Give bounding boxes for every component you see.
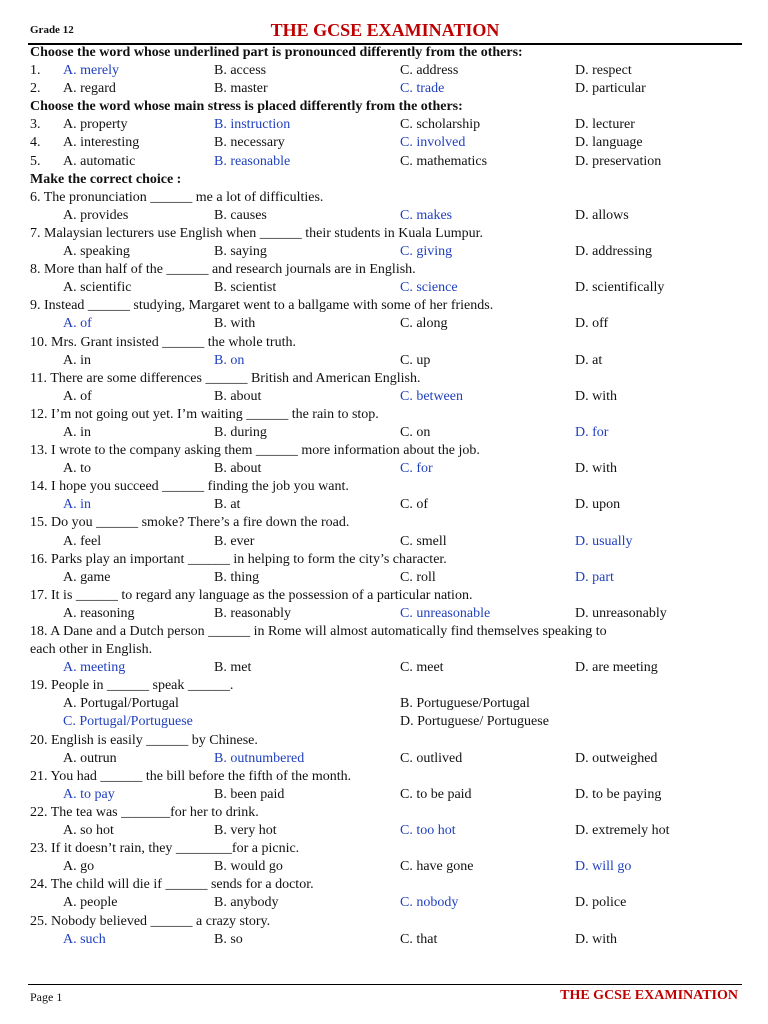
option-b: B. ever xyxy=(214,533,255,549)
question-text: 6. The pronunciation ______ me a lot of difficulties. xyxy=(30,189,324,205)
question-text: each other in English. xyxy=(30,642,153,658)
question-stem xyxy=(28,297,744,315)
question-text: 11. There are some differences ______ British and American English. xyxy=(30,370,421,386)
question-stem xyxy=(28,587,744,605)
footer-divider xyxy=(28,984,742,985)
option-b: B. about xyxy=(214,388,262,404)
option-a: A. of xyxy=(63,388,92,404)
option-d: D. extremely hot xyxy=(575,823,670,839)
question-stem xyxy=(28,641,744,659)
option-b: B. would go xyxy=(214,859,283,875)
option-d: D. at xyxy=(575,352,603,368)
option-d: D. off xyxy=(575,316,609,332)
option-d: D. part xyxy=(575,569,614,585)
option-d: D. respect xyxy=(575,63,632,79)
question-number: 4. xyxy=(30,135,41,151)
option-d: D. with xyxy=(575,931,617,947)
question-text: 22. The tea was _______for her to drink. xyxy=(30,804,259,820)
question-stem xyxy=(28,406,744,424)
section-heading-text: Choose the word whose underlined part is pronounced differently from the others: xyxy=(30,45,523,60)
grade-label: Grade 12 xyxy=(30,24,74,36)
question-stem xyxy=(28,442,744,460)
option-c: C. nobody xyxy=(400,895,459,911)
option-right: D. Portuguese/ Portuguese xyxy=(400,714,549,730)
question-text: 23. If it doesn’t rain, they ________for a picnic. xyxy=(30,841,300,857)
option-c: C. roll xyxy=(400,569,436,585)
option-a: A. outrun xyxy=(63,750,117,766)
question-text: 8. More than half of the ______ and research journals are in English. xyxy=(30,262,416,278)
option-d: D. will go xyxy=(575,859,632,875)
option-d: D. are meeting xyxy=(575,660,658,676)
question-options xyxy=(28,695,744,713)
question-options xyxy=(28,116,744,134)
option-a: A. such xyxy=(63,931,106,947)
question-options xyxy=(28,858,744,876)
question-text: 13. I wrote to the company asking them ______ more information about the job. xyxy=(30,443,480,459)
option-d: D. preservation xyxy=(575,153,662,169)
question-options xyxy=(28,822,744,840)
option-b: B. necessary xyxy=(214,135,285,151)
question-options xyxy=(28,207,744,225)
option-b: B. outnumbered xyxy=(214,750,305,766)
option-a: A. of xyxy=(63,316,92,332)
option-c: C. makes xyxy=(400,207,453,223)
question-stem xyxy=(28,768,744,786)
option-c: C. of xyxy=(400,497,428,513)
option-d: D. usually xyxy=(575,533,633,549)
question-options xyxy=(28,569,744,587)
option-a: A. in xyxy=(63,497,91,513)
option-b: B. on xyxy=(214,352,245,368)
section-heading-text: Choose the word whose main stress is placed differently from the others: xyxy=(30,99,463,115)
question-stem xyxy=(28,334,744,352)
option-a: A. speaking xyxy=(63,244,130,260)
option-c: C. smell xyxy=(400,533,447,549)
option-b: B. saying xyxy=(214,244,267,260)
question-options xyxy=(28,659,744,677)
option-left: C. Portugal/Portuguese xyxy=(63,714,193,730)
option-d: D. allows xyxy=(575,207,629,223)
option-c: C. up xyxy=(400,352,431,368)
option-c: C. too hot xyxy=(400,823,456,839)
option-a: A. meeting xyxy=(63,660,126,676)
question-list xyxy=(28,44,744,949)
question-stem xyxy=(28,478,744,496)
option-c: C. outlived xyxy=(400,750,463,766)
option-a: A. go xyxy=(63,859,95,875)
question-number: 1. xyxy=(30,63,41,79)
question-options xyxy=(28,786,744,804)
option-d: D. outweighed xyxy=(575,750,658,766)
option-b: B. anybody xyxy=(214,895,279,911)
question-options xyxy=(28,605,744,623)
option-a: A. merely xyxy=(63,63,119,79)
option-b: B. been paid xyxy=(214,786,285,802)
question-text: 21. You had ______ the bill before the fifth of the month. xyxy=(30,768,352,784)
question-stem xyxy=(28,677,744,695)
option-b: B. at xyxy=(214,497,241,513)
section-heading-text: Make the correct choice : xyxy=(30,171,182,187)
section-heading xyxy=(28,171,744,189)
question-text: 7. Malaysian lecturers use English when ______ their students in Kuala Lumpur. xyxy=(30,225,483,241)
option-a: A. regard xyxy=(63,81,116,97)
option-b: B. reasonably xyxy=(214,605,291,621)
question-number: 2. xyxy=(30,81,41,97)
question-text: 10. Mrs. Grant insisted ______ the whole truth. xyxy=(30,334,296,350)
option-c: C. along xyxy=(400,316,448,332)
question-options xyxy=(28,279,744,297)
option-b: B. so xyxy=(214,931,243,947)
question-stem xyxy=(28,370,744,388)
question-options xyxy=(28,153,744,171)
question-text: 12. I’m not going out yet. I’m waiting ______ the rain to stop. xyxy=(30,406,379,422)
option-b: B. master xyxy=(214,81,268,97)
option-b: B. instruction xyxy=(214,117,291,133)
option-a: A. game xyxy=(63,569,111,585)
option-d: D. particular xyxy=(575,81,646,97)
question-options xyxy=(28,460,744,478)
option-left: A. Portugal/Portugal xyxy=(63,696,179,712)
option-b: B. thing xyxy=(214,569,260,585)
question-options xyxy=(28,134,744,152)
option-d: D. to be paying xyxy=(575,786,662,802)
question-stem xyxy=(28,551,744,569)
page-header xyxy=(30,20,740,42)
option-c: C. between xyxy=(400,388,463,404)
question-options xyxy=(28,894,744,912)
question-stem xyxy=(28,913,744,931)
option-a: A. automatic xyxy=(63,153,136,169)
option-c: C. that xyxy=(400,931,438,947)
option-c: C. trade xyxy=(400,81,445,97)
option-c: C. involved xyxy=(400,135,466,151)
option-b: B. with xyxy=(214,316,256,332)
question-stem xyxy=(28,840,744,858)
question-text: 17. It is ______ to regard any language as the possession of a particular nation. xyxy=(30,587,473,603)
question-stem xyxy=(28,876,744,894)
question-options xyxy=(28,750,744,768)
option-d: D. upon xyxy=(575,497,621,513)
question-text: 20. English is easily ______ by Chinese. xyxy=(30,732,258,748)
question-options xyxy=(28,496,744,514)
option-a: A. so hot xyxy=(63,823,114,839)
option-a: A. to pay xyxy=(63,786,115,802)
option-a: A. reasoning xyxy=(63,605,135,621)
question-stem xyxy=(28,623,744,641)
question-stem xyxy=(28,225,744,243)
option-a: A. scientific xyxy=(63,280,132,296)
option-a: A. feel xyxy=(63,533,102,549)
question-text: 25. Nobody believed ______ a crazy story. xyxy=(30,913,271,929)
option-c: C. address xyxy=(400,63,459,79)
option-d: D. language xyxy=(575,135,643,151)
option-d: D. scientifically xyxy=(575,280,665,296)
question-text: 18. A Dane and a Dutch person ______ in Rome will almost automatically find themselves speaking to xyxy=(30,624,607,639)
option-d: D. with xyxy=(575,461,617,477)
question-text: 19. People in ______ speak ______. xyxy=(30,678,234,694)
section-heading xyxy=(28,44,744,62)
option-right: B. Portuguese/Portugal xyxy=(400,696,530,712)
question-options xyxy=(28,62,744,80)
option-c: C. unreasonable xyxy=(400,605,491,621)
option-a: A. in xyxy=(63,424,91,440)
question-text: 9. Instead ______ studying, Margaret went to a ballgame with some of her friends. xyxy=(30,298,494,314)
question-text: 15. Do you ______ smoke? There’s a fire down the road. xyxy=(30,515,350,531)
option-c: C. science xyxy=(400,280,458,296)
option-c: C. on xyxy=(400,424,431,440)
option-a: A. people xyxy=(63,895,118,911)
option-d: D. addressing xyxy=(575,244,652,260)
option-b: B. access xyxy=(214,63,267,79)
option-d: D. for xyxy=(575,424,609,440)
question-options xyxy=(28,315,744,333)
question-options xyxy=(28,713,744,731)
page-number: Page 1 xyxy=(30,990,63,1004)
option-b: B. during xyxy=(214,424,267,440)
option-b: B. very hot xyxy=(214,823,277,839)
question-stem xyxy=(28,261,744,279)
option-b: B. reasonable xyxy=(214,153,291,169)
option-b: B. scientist xyxy=(214,280,277,296)
footer-title: THE GCSE EXAMINATION xyxy=(560,988,738,1003)
option-c: C. for xyxy=(400,461,433,477)
question-text: 16. Parks play an important ______ in helping to form the city’s character. xyxy=(30,551,447,567)
question-options xyxy=(28,80,744,98)
question-options xyxy=(28,352,744,370)
option-c: C. giving xyxy=(400,244,453,260)
option-d: D. with xyxy=(575,388,617,404)
option-b: B. causes xyxy=(214,207,267,223)
question-options xyxy=(28,243,744,261)
question-stem xyxy=(28,804,744,822)
question-number: 3. xyxy=(30,117,41,133)
option-b: B. met xyxy=(214,660,252,676)
question-stem xyxy=(28,514,744,532)
option-b: B. about xyxy=(214,461,262,477)
option-d: D. lecturer xyxy=(575,117,635,133)
option-c: C. scholarship xyxy=(400,117,481,133)
option-c: C. mathematics xyxy=(400,153,488,169)
question-options xyxy=(28,424,744,442)
question-options xyxy=(28,931,744,949)
question-options xyxy=(28,533,744,551)
question-text: 24. The child will die if ______ sends for a doctor. xyxy=(30,877,314,893)
question-stem xyxy=(28,732,744,750)
option-c: C. meet xyxy=(400,660,444,676)
option-d: D. police xyxy=(575,895,627,911)
question-stem xyxy=(28,189,744,207)
option-a: A. provides xyxy=(63,207,129,223)
section-heading xyxy=(28,98,744,116)
question-text: 14. I hope you succeed ______ finding the job you want. xyxy=(30,479,349,495)
option-c: C. have gone xyxy=(400,859,474,875)
question-options xyxy=(28,388,744,406)
option-a: A. interesting xyxy=(63,135,140,151)
page-title: THE GCSE EXAMINATION xyxy=(270,20,500,40)
option-d: D. unreasonably xyxy=(575,605,667,621)
option-c: C. to be paid xyxy=(400,786,472,802)
question-number: 5. xyxy=(30,153,41,169)
option-a: A. in xyxy=(63,352,91,368)
option-a: A. to xyxy=(63,461,91,477)
option-a: A. property xyxy=(63,117,128,133)
